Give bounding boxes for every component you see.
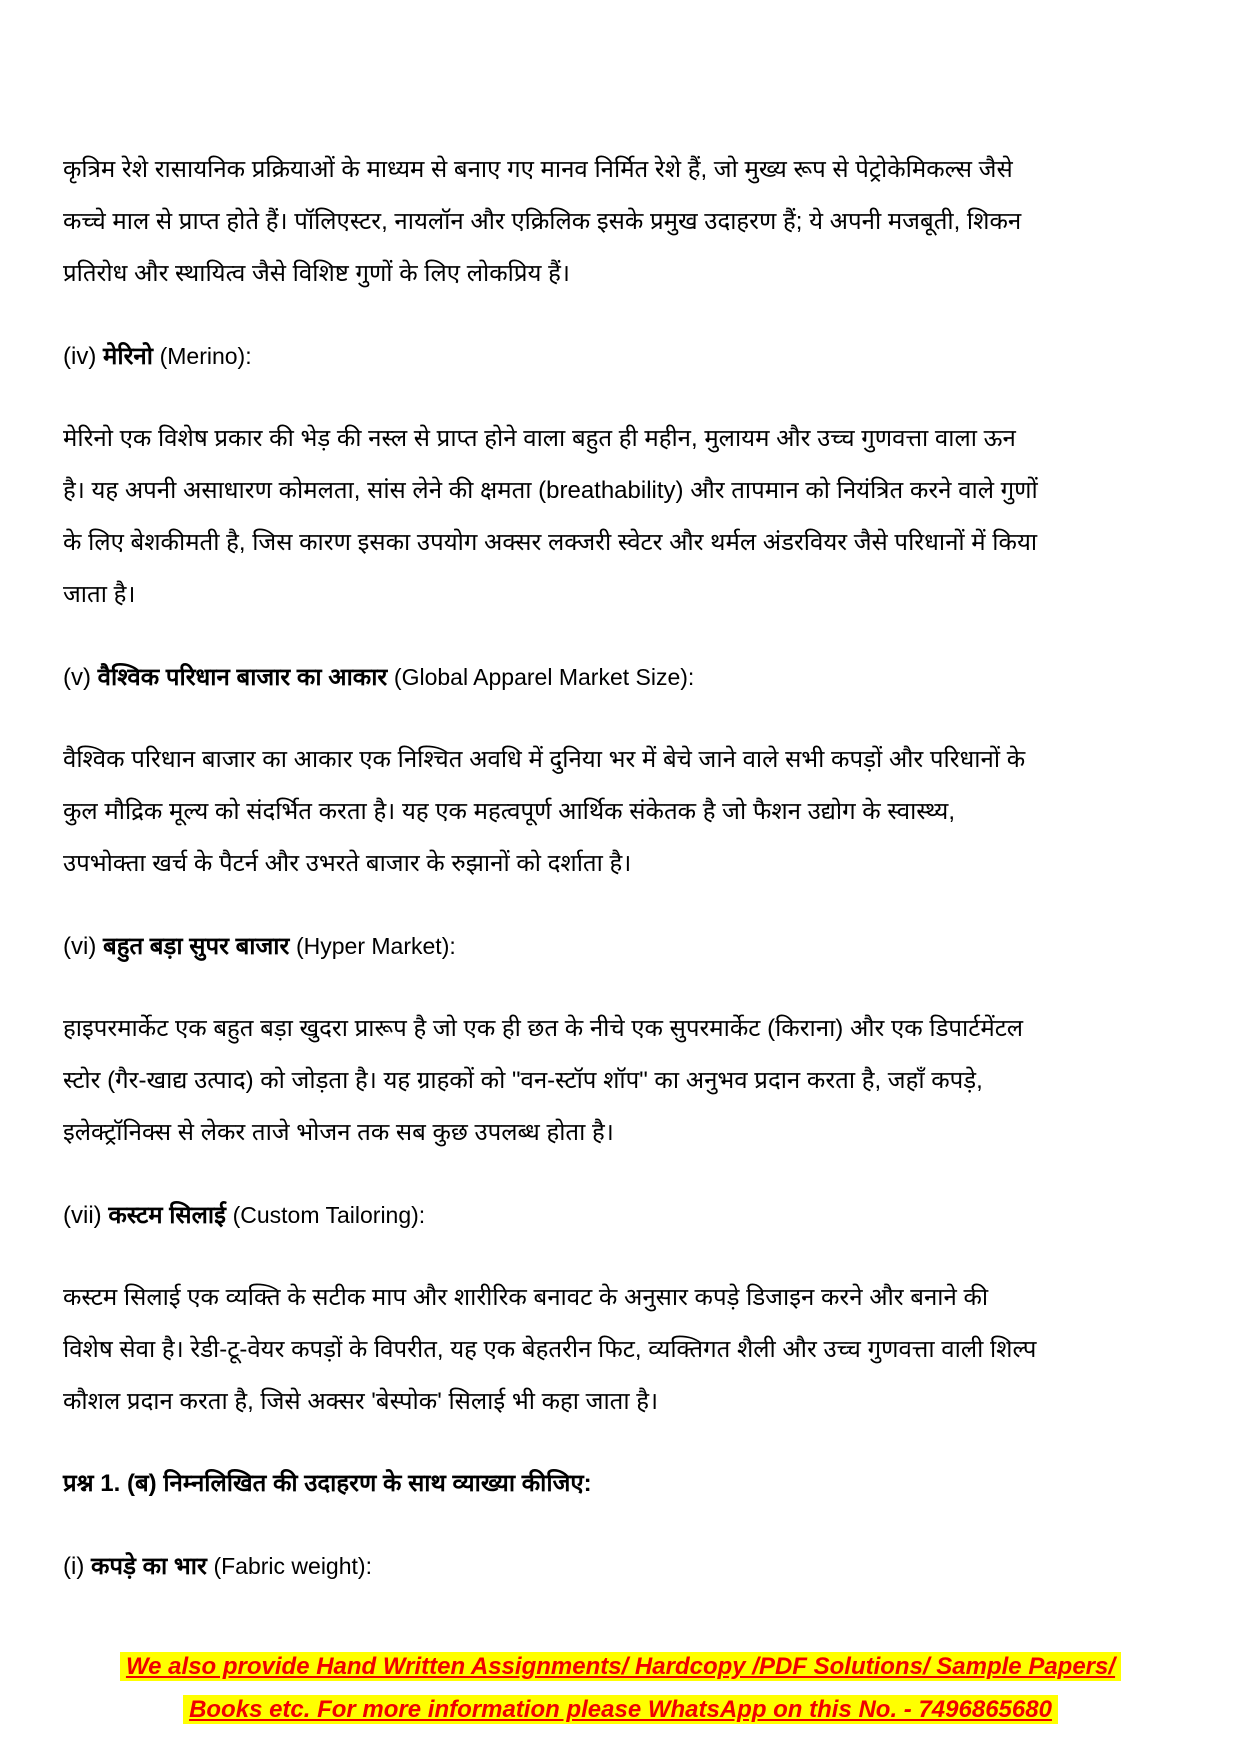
section-title-english: (Merino):: [159, 343, 252, 369]
paragraph-custom-tailoring: कस्टम सिलाई एक व्यक्ति के सटीक माप और शारीरिक बनावट के अनुसार कपड़े डिजाइन करने और बनाने की विशेष सेवा है। रेडी-टू-वेयर कपड़ों के विपरीत, यह एक बेहतरीन फिट, व्यक्तिगत शैली और उच्च गुणवत्ता वाली शिल्प कौशल प्रदान करता है, जिसे अक्सर 'बेस्पोक' सिलाई भी कहा जाता है।: [63, 1284, 1037, 1415]
section-title-hindi: मेरिनो: [103, 343, 153, 370]
promo-footer: [40, 1645, 1201, 1731]
section-title-hindi: वैश्विक परिधान बाजार का आकार: [97, 664, 388, 691]
section-marker: (vii): [63, 1202, 102, 1229]
paragraph-merino: मेरिनो एक विशेष प्रकार की भेड़ की नस्ल से प्राप्त होने वाला बहुत ही महीन, मुलायम और उच्च गुणवत्ता वाला ऊन है। यह अपनी असाधारण कोमलता, सांस लेने की क्षमता (breathability) और तापमान को नियंत्रित करने वाले गुणों के लिए बेशकीमती है, जिस कारण इसका उपयोग अक्सर लक्जरी स्वेटर और थर्मल अंडरवियर जैसे परिधानों में किया जाता है।: [63, 425, 1038, 608]
sub-item-marker: (i): [63, 1553, 85, 1580]
section-title-hindi: बहुत बड़ा सुपर बाजार: [103, 933, 290, 960]
paragraph-synthetic-fibres: कृत्रिम रेशे रासायनिक प्रक्रियाओं के माध्यम से बनाए गए मानव निर्मित रेशे हैं, जो मुख्य रूप से पेट्रोकेमिकल्स जैसे कच्चे माल से प्राप्त होते हैं। पॉलिएस्टर, नायलॉन और एक्रिलिक इसके प्रमुख उदाहरण हैं; ये अपनी मजबूती, शिकन प्रतिरोध और स्थायित्व जैसे विशिष्ट गुणों के लिए लोकप्रिय हैं।: [63, 156, 1022, 287]
sub-item-fabric-weight: [63, 1540, 1041, 1593]
section-marker: (iv): [63, 343, 97, 370]
section-title-english: (Global Apparel Market Size):: [393, 664, 695, 690]
promo-footer-line-1: We also provide Hand Written Assignments/ Hardcopy /PDF Solutions/ Sample Papers/: [40, 1645, 1201, 1688]
sub-item-title-hindi: कपड़े का भार: [91, 1553, 207, 1580]
section-title-english: (Hyper Market):: [296, 933, 456, 959]
section-marker: (v): [63, 664, 91, 691]
question-1b-heading: प्रश्न 1. (ब) निम्नलिखित की उदाहरण के साथ व्याख्या कीजिए:: [63, 1470, 592, 1497]
paragraph-global-apparel-market: वैश्विक परिधान बाजार का आकार एक निश्चित अवधि में दुनिया भर में बेचे जाने वाले सभी कपड़ों और परिधानों के कुल मौद्रिक मूल्य को संदर्भित करता है। यह एक महत्वपूर्ण आर्थिक संकेतक है जो फैशन उद्योग के स्वास्थ्य, उपभोक्ता खर्च के पैटर्न और उभरते बाजार के रुझानों को दर्शाता है।: [63, 746, 1026, 877]
sub-item-title-english: (Fabric weight):: [213, 1553, 372, 1579]
section-heading-merino: [63, 330, 1041, 383]
section-heading-custom-tailoring: [63, 1189, 1041, 1242]
section-title-english: (Custom Tailoring):: [232, 1202, 426, 1228]
section-title-hindi: कस्टम सिलाई: [108, 1202, 226, 1229]
promo-footer-line-2: Books etc. For more information please WhatsApp on this No. - 7496865680: [40, 1688, 1201, 1731]
section-heading-global-apparel-market: [63, 651, 1041, 704]
paragraph-hyper-market: हाइपरमार्केट एक बहुत बड़ा खुदरा प्रारूप है जो एक ही छत के नीचे एक सुपरमार्केट (किराना) और एक डिपार्टमेंटल स्टोर (गैर-खाद्य उत्पाद) को जोड़ता है। यह ग्राहकों को "वन-स्टॉप शॉप" का अनुभव प्रदान करता है, जहाँ कपड़े, इलेक्ट्रॉनिक्स से लेकर ताजे भोजन तक सब कुछ उपलब्ध होता है।: [63, 1015, 1024, 1146]
section-marker: (vi): [63, 933, 97, 960]
section-heading-hyper-market: [63, 920, 1041, 973]
